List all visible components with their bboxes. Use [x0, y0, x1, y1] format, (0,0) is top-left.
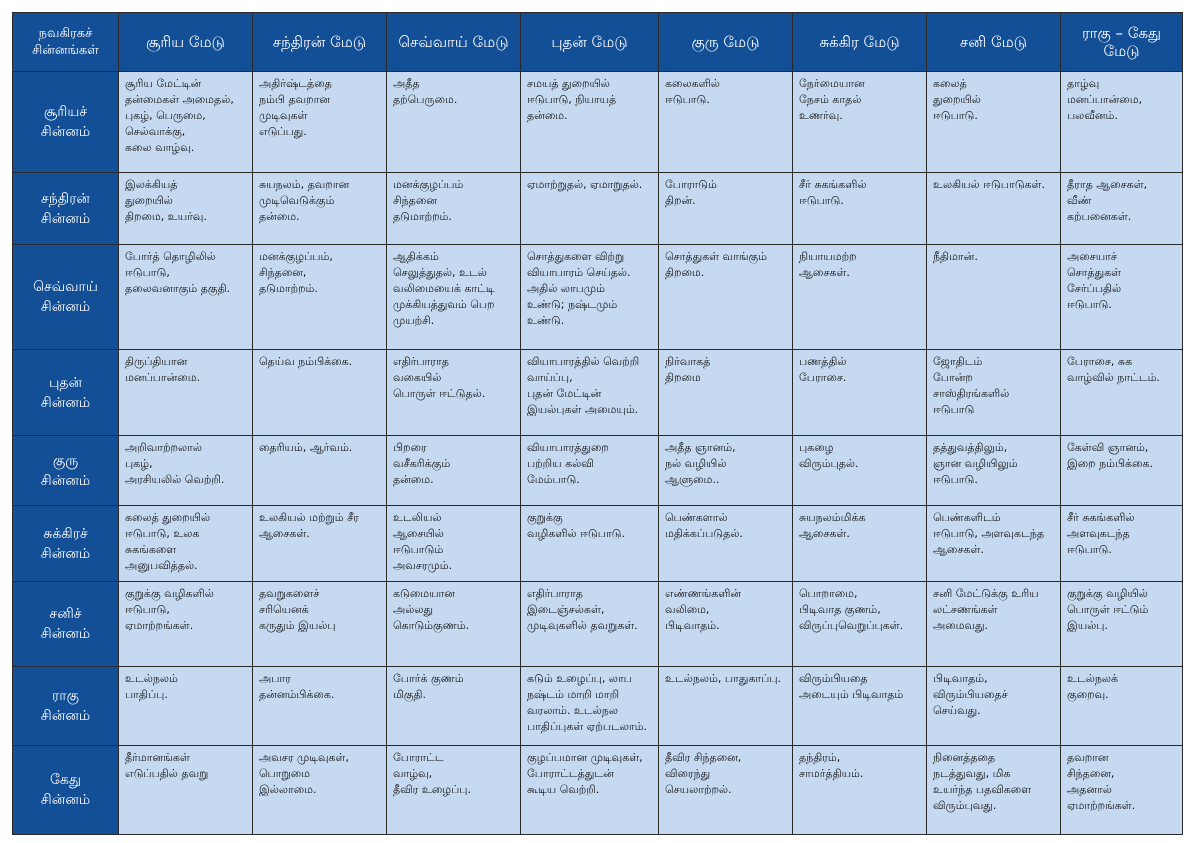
table-cell: உடல்நலக் குறைவு. [1061, 667, 1183, 746]
row-header: புதன் சின்னம் [13, 350, 119, 436]
table-cell: அறிவாற்றலால் புகழ், அரசியலில் வெற்றி. [119, 436, 253, 506]
table-cell: நீதிமான். [927, 245, 1061, 350]
table-cell: வியாபாரத்தில் வெற்றி வாய்ப்பு, புதன் மேட்டின் இயல்புகள் அமையும். [521, 350, 659, 436]
table-cell: ஏமாற்றுதல், ஏமாறுதல். [521, 173, 659, 245]
table-cell: சொத்துகள் வாங்கும் திறமை. [659, 245, 793, 350]
table-row-guru [13, 436, 1183, 506]
table-cell: போர்க் குணம் மிகுதி. [387, 667, 521, 746]
table-cell: கலைகளில் ஈடுபாடு. [659, 72, 793, 173]
row-header: செவ்வாய் சின்னம் [13, 245, 119, 350]
table-cell: நினைத்ததை நடத்துவது, மிக உயர்ந்த பதவிகளை விரும்புவது. [927, 746, 1061, 835]
table-cell: வியாபாரத்துறை பற்றிய கல்வி மேம்பாடு. [521, 436, 659, 506]
table-row-raahu [13, 667, 1183, 746]
table-cell: அதிர்ஷ்டத்தை நம்பி தவறான முடிவுகள் எடுப்பது. [253, 72, 387, 173]
table-cell: கலைத் துறையில் ஈடுபாடு. [927, 72, 1061, 173]
table-cell: அபார தன்னம்பிக்கை. [253, 667, 387, 746]
row-header: சனிச் சின்னம் [13, 582, 119, 667]
table-cell: உலகியல் மற்றும் சீர ஆசைகள். [253, 506, 387, 582]
table-cell: அவசர முடிவுகள், பொறுமை இல்லாமை. [253, 746, 387, 835]
table-cell: தீர்மானங்கள் எடுப்பதில் தவறு [119, 746, 253, 835]
table-cell: சனி மேட்டுக்கு உரிய லட்சணங்கள் அமைவது. [927, 582, 1061, 667]
navagraha-symbols-table [12, 12, 1183, 835]
table-row-kethu [13, 746, 1183, 835]
header-row [13, 13, 1183, 72]
table-cell: இலக்கியத் துறையில் திறமை, உயர்வு. [119, 173, 253, 245]
table-cell: எதிர்பாராத வகையில் பொருள் ஈட்டுதல். [387, 350, 521, 436]
table-cell: கடுமையான அல்லது கொடும்குணம். [387, 582, 521, 667]
table-cell: நிர்வாகத் திறமை [659, 350, 793, 436]
table-cell: எதிர்பாராத இடைஞ்சல்கள், முடிவுகளில் தவறுகள். [521, 582, 659, 667]
table-cell: மனக்குழப்பம் சிந்தனை தடுமாற்றம். [387, 173, 521, 245]
table-cell: கேள்வி ஞானம், இறை நம்பிக்கை. [1061, 436, 1183, 506]
table-cell: பேராசை, சுக வாழ்வில் நாட்டம். [1061, 350, 1183, 436]
table-cell: குறுக்கு வழிகளில் ஈடுபாடு, ஏமாற்றங்கள். [119, 582, 253, 667]
row-header: குரு சின்னம் [13, 436, 119, 506]
table-cell: பெண்களிடம் ஈடுபாடு, அளவுகடந்த ஆசைகள். [927, 506, 1061, 582]
row-header: கேது சின்னம் [13, 746, 119, 835]
column-header-chandran: சந்திரன் மேடு [253, 13, 387, 72]
column-header-sukkiran: சுக்கிர மேடு [793, 13, 927, 72]
table-cell: சொத்துகளை விற்று வியாபாரம் செய்தல். அதில் லாபமும் உண்டு; நஷ்டமும் உண்டு. [521, 245, 659, 350]
table-cell: தந்திரம், சாமர்த்தியம். [793, 746, 927, 835]
table-cell: மனக்குழப்பம், சிந்தனை, தடுமாற்றம். [253, 245, 387, 350]
table-cell: விரும்பியதை அடையும் பிடிவாதம் [793, 667, 927, 746]
row-header: சந்திரன் சின்னம் [13, 173, 119, 245]
table-cell: சுயநலம், தவறான முடிவெடுக்கும் தன்மை. [253, 173, 387, 245]
table-cell: உடல்நலம் பாதிப்பு. [119, 667, 253, 746]
table-cell: சமயத் துறையில் ஈடுபாடு, நியாயத் தன்மை. [521, 72, 659, 173]
table-cell: தைரியம், ஆர்வம். [253, 436, 387, 506]
table-cell: பணத்தில் பேராசை. [793, 350, 927, 436]
table-cell: அசையாச் சொத்துகள் சேர்ப்பதில் ஈடுபாடு. [1061, 245, 1183, 350]
table-cell: உடலியல் ஆசையில் ஈடுபாடும் அவசரமும். [387, 506, 521, 582]
row-header: சுக்கிரச் சின்னம் [13, 506, 119, 582]
table-cell: போராடும் திறன். [659, 173, 793, 245]
table-cell: அதீத தற்பெருமை. [387, 72, 521, 173]
table-cell: பொறாமை, பிடிவாத குணம், விருப்புவெறுப்புகள். [793, 582, 927, 667]
table-cell: சீர் சுகங்களில் அளவுகடந்த ஈடுபாடு. [1061, 506, 1183, 582]
table-row-surya [13, 72, 1183, 173]
table-row-sani [13, 582, 1183, 667]
table-cell: சுயநலம்மிக்க ஆசைகள். [793, 506, 927, 582]
table-row-budhan [13, 350, 1183, 436]
table-cell: புகழை விரும்புதல். [793, 436, 927, 506]
column-header-surya: சூரிய மேடு [119, 13, 253, 72]
table-cell: சூரிய மேட்டின் தன்மைகள் அமைதல், புகழ், பெருமை, செல்வாக்கு, கலை வாழ்வு. [119, 72, 253, 173]
table-cell: நியாயமற்ற ஆசைகள். [793, 245, 927, 350]
table-cell: தெய்வ நம்பிக்கை. [253, 350, 387, 436]
table-cell: அதீத ஞானம், நல் வழியில் ஆளுமை.. [659, 436, 793, 506]
table-cell: எண்ணங்களின் வலிமை, பிடிவாதம். [659, 582, 793, 667]
table-cell: திருப்தியான மனப்பான்மை. [119, 350, 253, 436]
table-cell: குறுக்கு வழிகளில் ஈடுபாடு. [521, 506, 659, 582]
row-header: ராகு சின்னம் [13, 667, 119, 746]
table-cell: நேர்மையான நேசம் காதல் உணர்வு. [793, 72, 927, 173]
row-header: சூரியச் சின்னம் [13, 72, 119, 173]
column-header-budhan: புதன் மேடு [521, 13, 659, 72]
table-cell: உடல்நலம், பாதுகாப்பு. [659, 667, 793, 746]
table-cell: உலகியல் ஈடுபாடுகள். [927, 173, 1061, 245]
table-cell: கடும் உழைப்பு, லாப நஷ்டம் மாறி மாறி வரலாம். உடல்நல பாதிப்புகள் ஏற்படலாம். [521, 667, 659, 746]
table-cell: போராட்ட வாழ்வு, தீவிர உழைப்பு. [387, 746, 521, 835]
table-row-sevvai [13, 245, 1183, 350]
table-cell: தீராத ஆசைகள், வீண் கற்பனைகள். [1061, 173, 1183, 245]
table-cell: தத்துவத்திலும், ஞான வழியிலும் ஈடுபாடு. [927, 436, 1061, 506]
table-cell: கலைத் துறையில் ஈடுபாடு, உலக சுகங்களை அனுபவித்தல். [119, 506, 253, 582]
table-cell: பிடிவாதம், விரும்பியதைச் செய்வது. [927, 667, 1061, 746]
table-cell: தாழ்வு மனப்பான்மை, பலவீனம். [1061, 72, 1183, 173]
corner-header: நவகிரகச் சின்னங்கள் [13, 13, 119, 72]
table-cell: போர்த் தொழிலில் ஈடுபாடு, தலைவனாகும் தகுதி. [119, 245, 253, 350]
column-header-raahu-kethu: ராகு – கேது மேடு [1061, 13, 1183, 72]
table-cell: தவறுகளைச் சரியெனக் கருதும் இயல்பு [253, 582, 387, 667]
table-row-chandran [13, 173, 1183, 245]
table-cell: சீர் சுகங்களில் ஈடுபாடு. [793, 173, 927, 245]
column-header-sevvai: செவ்வாய் மேடு [387, 13, 521, 72]
table-cell: பெண்களால் மதிக்கப்படுதல். [659, 506, 793, 582]
table-cell: ஜோதிடம் போன்ற சாஸ்திரங்களில் ஈடுபாடு [927, 350, 1061, 436]
column-header-guru: குரு மேடு [659, 13, 793, 72]
table-cell: தவறான சிந்தனை, அதனால் ஏமாற்றங்கள். [1061, 746, 1183, 835]
table-cell: பிறரை வசீகரிக்கும் தன்மை. [387, 436, 521, 506]
column-header-sani: சனி மேடு [927, 13, 1061, 72]
table-cell: குழப்பமான முடிவுகள், போராட்டத்துடன் கூடிய வெற்றி. [521, 746, 659, 835]
table-cell: தீவிர சிந்தனை, விரைந்து செயலாற்றல். [659, 746, 793, 835]
table-row-sukkiran [13, 506, 1183, 582]
navagraha-table-container [12, 12, 1182, 833]
table-cell: ஆதிக்கம் செலுத்துதல், உடல் வலிமையைக் காட்டி முக்கியத்துவம் பெற முயற்சி. [387, 245, 521, 350]
table-cell: குறுக்கு வழியில் பொருள் ஈட்டும் இயல்பு. [1061, 582, 1183, 667]
